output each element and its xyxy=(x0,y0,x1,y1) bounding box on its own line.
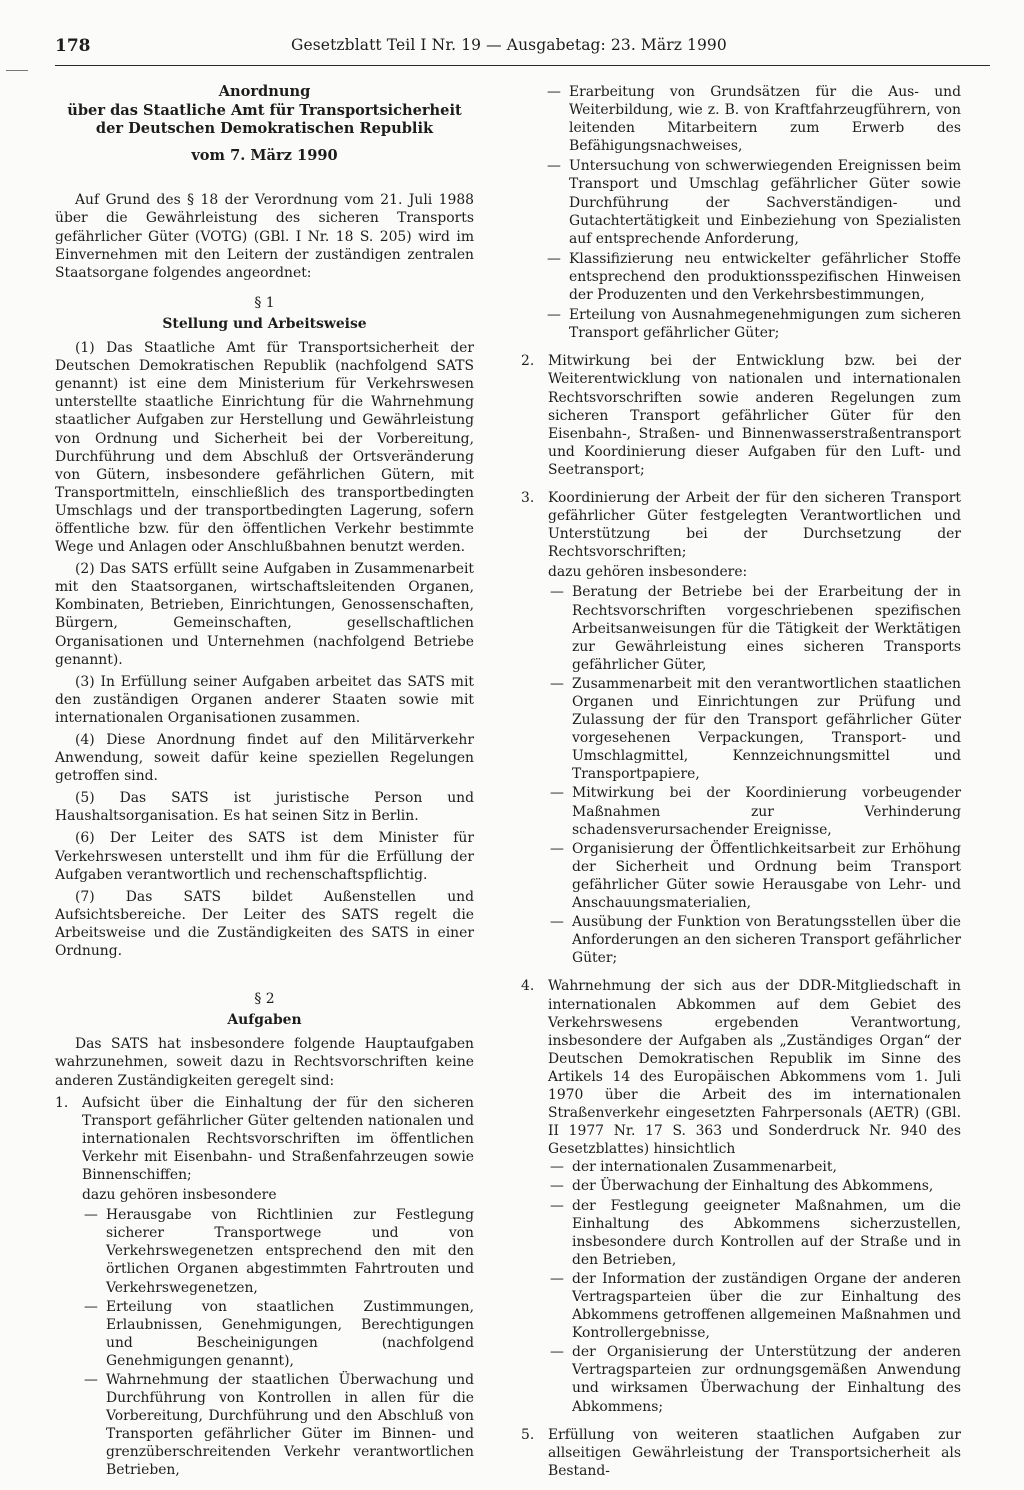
dash-mark: — xyxy=(547,158,561,175)
page-header xyxy=(55,36,990,62)
dash-item xyxy=(548,1177,961,1195)
dash-mark: — xyxy=(84,1207,98,1224)
dash-mark: — xyxy=(550,1159,564,1176)
dash-text: Untersuchung von schwerwiegenden Ereignissen beim Transport und Umschlag gefährlicher Güter sowie Durchführung der Sachverständigen- und Gutachtertätigkeit und Einbeziehung von Spezialisten auf entsprechende Anforderung, xyxy=(569,158,961,247)
title-line: Anordnung xyxy=(218,83,311,100)
dash-mark: — xyxy=(550,584,564,601)
preamble: Auf Grund des § 18 der Verordnung vom 21. Juli 1988 über die Gewährleistung des sicheren Transports gefährlicher Güter (VOTG) (GBl. I Nr. 18 S. 205) wird im Einvernehmen mit den Leitern der zuständigen zentralen Staatsorgane folgendes angeordnet: xyxy=(55,192,474,281)
item-number: 3. xyxy=(521,489,535,506)
dash-text: Beratung der Betriebe bei der Erarbeitung der in Rechtsvorschriften vorgeschriebenen spezifischen Arbeitsanweisungen für die Tätigkeit der Werktätigen zur Gewährleistung eines sicheren Transports gefährlicher Güter, xyxy=(572,584,961,673)
list-item xyxy=(521,977,961,1415)
item-text: Erfüllung von weiteren staatlichen Aufgaben zur allseitigen Gewährleistung der Transportsicherheit als Bestand- xyxy=(548,1426,961,1479)
dash-mark: — xyxy=(550,914,564,931)
margin-mark xyxy=(6,70,28,71)
dash-text: Erarbeitung von Grundsätzen für die Aus- und Weiterbildung, wie z. B. von Kraftfahrzeugführern, von leitenden Mitarbeitern zum Erwerb des Befähigungsnachweises, xyxy=(569,84,961,155)
list-item xyxy=(521,1426,961,1480)
dash-item xyxy=(548,784,961,838)
dash-mark: — xyxy=(550,1178,564,1195)
dash-item xyxy=(82,1371,474,1480)
dash-text: Zusammenarbeit mit den verantwortlichen staatlichen Organen und Einrichtungen zur Prüfung und Zulassung der für den Transport gefährlicher Güter vorgesehenen Verpackungen, Transport- und Umschlagmittel, Kennzeichnungsmittel und Transportpapiere, xyxy=(572,675,961,783)
dash-list xyxy=(82,1206,474,1479)
dash-mark: — xyxy=(84,1372,98,1388)
document-title xyxy=(55,83,474,165)
item-sub-intro: dazu gehören insbesondere: xyxy=(548,564,748,581)
section-2-intro: Das SATS hat insbesondere folgende Hauptaufgaben wahrzunehmen, soweit dazu in Rechtsvorschriften keine anderen Zuständigkeiten geregelt sind: xyxy=(55,1036,474,1089)
item-text: Mitwirkung bei der Entwicklung bzw. bei der Weiterentwicklung von nationalen und internationalen Rechtsvorschriften sowie anderen Regelungen zum sicheren Transport gefährlicher Güter für den Eisenbahn-, Straßen- und Binnenwasserstraßentransport und Koordinierung dieser Aufgaben für den Luft- und Seetransport; xyxy=(548,353,961,478)
item-number: 4. xyxy=(521,978,535,995)
dash-item xyxy=(548,840,961,912)
dash-mark: — xyxy=(550,675,564,692)
dash-mark: — xyxy=(550,1270,564,1287)
dash-text: Wahrnehmung der staatlichen Überwachung und Durchführung von Kontrollen in allen für die Vorbereitung, Durchführung und den Abschluß von Transporten gefährlicher Güter im Binnen- und grenzüberschreitenden Verkehr verantwortlichen Betrieben, xyxy=(106,1372,474,1479)
dash-text: Mitwirkung bei der Koordinierung vorbeugender Maßnahmen zur Verhinderung schadensverursachender Ereignisse, xyxy=(572,785,961,838)
list-item xyxy=(521,352,961,479)
section-1-paragraph: (3) In Erfüllung seiner Aufgaben arbeitet das SATS mit den zuständigen Organen anderer Staaten sowie mit internationalen Organisationen zusammen. xyxy=(55,673,474,726)
title-line: über das Staatliche Amt für Transportsicherheit xyxy=(67,101,462,119)
section-1-paragraph: (5) Das SATS ist juristische Person und Haushaltsorganisation. Es hat seinen Sitz in Berlin. xyxy=(55,790,474,825)
dash-text: Erteilung von Ausnahmegenehmigungen zum sicheren Transport gefährlicher Güter; xyxy=(569,307,961,342)
dash-item xyxy=(545,306,961,342)
item-number: 1. xyxy=(55,1094,69,1111)
dash-item xyxy=(548,913,961,967)
dash-item xyxy=(82,1206,474,1296)
dash-text: der Überwachung der Einhaltung des Abkommens, xyxy=(572,1178,934,1195)
dash-mark: — xyxy=(550,1197,564,1214)
dash-mark: — xyxy=(547,84,561,100)
dash-text: der Organisierung der Unterstützung der anderen Vertragsparteien zur ordnungsgemäßen Anwendung und wirksamen Überwachung der Einhaltung des Abkommens; xyxy=(572,1344,961,1415)
item-number: 2. xyxy=(521,353,535,370)
section-1-paragraph: (4) Diese Anordnung findet auf den Militärverkehr Anwendung, soweit dafür keine speziellen Regelungen getroffen sind. xyxy=(55,732,474,785)
header-rule xyxy=(55,65,990,66)
item-text: Aufsicht über die Einhaltung der für den sicheren Transport gefährlicher Güter geltenden nationalen und internationalen Rechtsvorschriften im öffentlichen Verkehr mit Eisenbahn- und Straßenfahrzeugen sowie Binnenschiffen; xyxy=(82,1094,474,1183)
dash-item xyxy=(545,157,961,247)
section-1-title: Stellung und Arbeitsweise xyxy=(162,315,367,332)
dash-item xyxy=(545,250,961,304)
continued-dash-list xyxy=(521,83,961,342)
page-number: 178 xyxy=(55,36,91,56)
item-sub-intro: dazu gehören insbesondere xyxy=(82,1187,277,1204)
section-1-paragraph: (6) Der Leiter des SATS ist dem Minister für Verkehrswesen unterstellt und ihm für die Erfüllung der Aufgaben verantwortlich und rechenschaftspflichtig. xyxy=(55,830,474,883)
section-1-paragraph: (1) Das Staatliche Amt für Transportsicherheit der Deutschen Demokratischen Republik (nachfolgend SATS genannt) ist eine dem Ministerium für Verkehrswesen unterstellte staatliche Einrichtung für die Wahrnehmung staatlicher Aufgaben zur Herstellung und Gewährleistung von Ordnung und Sicherheit bei der Vorbereitung, Durchführung und dem Abschluß der Ortsveränderung von Gütern, insbesondere gefährlichen Gütern, mit Transportmitteln, einschließlich des transportbedingten Umschlags und der transportbedingten Lagerung, sofern öffentliche bzw. für den öffentlichen Verkehr bestimmte Wege und Anlagen oder Anschlußbahnen benutzt werden. xyxy=(55,340,474,556)
section-1-paragraph: (7) Das SATS bildet Außenstellen und Aufsichtsbereiche. Der Leiter des SATS regelt die Arbeitsweise und die Zuständigkeiten des SATS in einer Ordnung. xyxy=(55,888,474,960)
dash-item xyxy=(545,83,961,155)
dash-mark: — xyxy=(547,250,561,267)
section-1-heading: § 1 xyxy=(254,294,275,311)
dash-mark: — xyxy=(550,840,564,857)
left-column xyxy=(55,83,474,1490)
list-item xyxy=(521,489,961,967)
item-text: Wahrnehmung der sich aus der DDR-Mitgliedschaft in internationalen Abkommen auf dem Gebiet des Verkehrswesens ergebenden Verantwortung, insbesondere der Aufgaben als „Zuständiges Organ“ der Deutschen Demokratischen Republik im Sinne des Artikels 14 des Europäischen Abkommens vom 1. Juli 1970 über die Arbeit des im internationalen Straßenverkehr eingesetzten Fahrpersonals (AETR) (GBl. II 1977 Nr. 17 S. 363 und Sonderdruck Nr. 940 des Gesetzblattes) hinsichtlich xyxy=(548,978,961,1158)
title-line: der Deutschen Demokratischen Republik xyxy=(95,120,434,138)
dash-item xyxy=(548,583,961,673)
dash-item xyxy=(548,1343,961,1415)
dash-mark: — xyxy=(84,1298,98,1315)
item-number: 5. xyxy=(521,1426,535,1443)
dash-text: Organisierung der Öffentlichkeitsarbeit zur Erhöhung der Sicherheit und Ordnung beim Transport gefährlicher Güter sowie Herausgabe von Lehr- und Anschauungsmaterialien, xyxy=(572,840,961,912)
running-title: Gesetzblatt Teil I Nr. 19 — Ausgabetag: 23. März 1990 xyxy=(291,36,727,54)
dash-list xyxy=(548,583,961,967)
dash-text: der internationalen Zusammenarbeit, xyxy=(572,1159,837,1176)
dash-item xyxy=(548,675,961,784)
dash-item xyxy=(548,1270,961,1342)
dash-mark: — xyxy=(547,307,561,324)
dash-list xyxy=(548,1158,961,1415)
dash-item xyxy=(82,1298,474,1370)
dash-text: Erteilung von staatlichen Zustimmungen, Erlaubnissen, Genehmigungen, Berechtigungen und Bescheinigungen (nachfolgend Genehmigungen genannt), xyxy=(106,1298,474,1369)
section-1-paragraph: (2) Das SATS erfüllt seine Aufgaben in Zusammenarbeit mit den Staatsorganen, wirtschaftsleitenden Organen, Kombinaten, Betrieben, Einrichtungen, Genossenschaften, Bürgern, Gemeinschaften, gesellschaftlichen Organisationen und Unternehmen (nachfolgend Betriebe genannt). xyxy=(55,561,474,668)
item-text: Koordinierung der Arbeit der für den sicheren Transport gefährlicher Güter festgelegten Verantwortlichen und Unterstützung bei der Durchsetzung der Rechtsvorschriften; xyxy=(548,489,961,561)
dash-mark: — xyxy=(550,785,564,802)
section-2-heading: § 2 xyxy=(254,991,275,1008)
document-date: vom 7. März 1990 xyxy=(191,146,338,164)
dash-text: der Festlegung geeigneter Maßnahmen, um die Einhaltung des Abkommens sicherzustellen, insbesondere durch Kontrollen auf der Straße und in den Betrieben, xyxy=(572,1197,961,1268)
dash-item xyxy=(548,1197,961,1269)
dash-text: Herausgabe von Richtlinien zur Festlegung sicherer Transportwege und von Verkehrswegenetzen entsprechend den mit den örtlichen Organen abgestimmten Fahrtrouten und Verkehrswegenetzen, xyxy=(106,1207,474,1296)
list-item xyxy=(55,1094,474,1480)
section-2-title: Aufgaben xyxy=(227,1012,302,1029)
dash-mark: — xyxy=(550,1344,564,1361)
dash-text: Klassifizierung neu entwickelter gefährlicher Stoffe entsprechend den produktionsspezifischen Hinweisen der Produzenten und den Verkehrsbestimmungen, xyxy=(569,250,961,304)
dash-text: Ausübung der Funktion von Beratungsstellen über die Anforderungen an den sicheren Transport gefährlicher Güter; xyxy=(572,914,961,967)
right-column xyxy=(521,83,961,1490)
dash-text: der Information der zuständigen Organe der anderen Vertragsparteien über die zur Einhaltung des Abkommens getroffenen allgemeinen Maßnahmen und Kontrollergebnisse, xyxy=(572,1270,961,1342)
dash-item xyxy=(548,1158,961,1176)
